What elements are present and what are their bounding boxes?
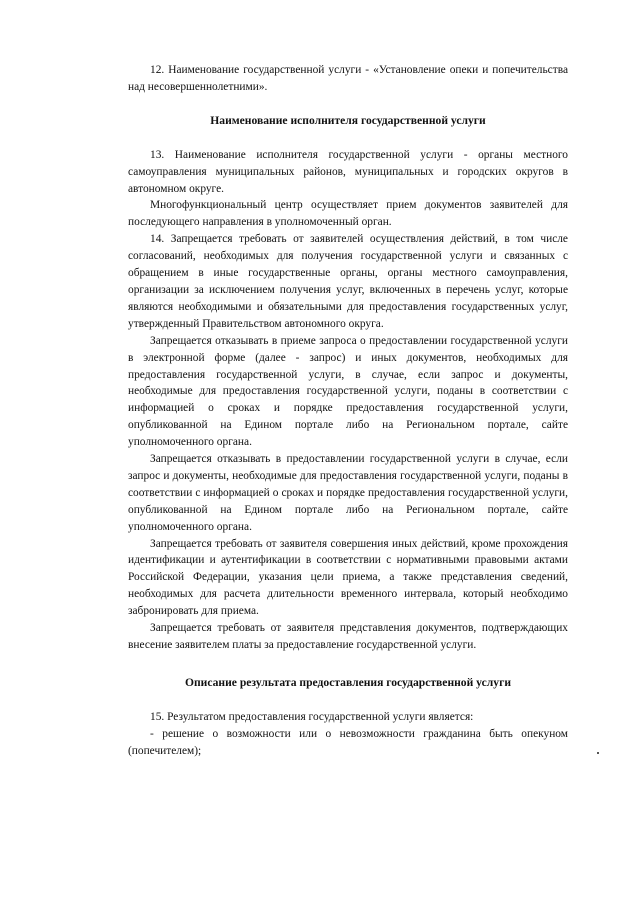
paragraph-13-mfc: Многофункциональный центр осуществляет прием документов заявителей для последующего направления в уполномоченный орган. bbox=[128, 199, 568, 229]
paragraph-14-refuse-provide: Запрещается отказывать в предоставлении государственной услуги в случае, если запрос и документы, необходимые для предоставления государственной услуги, поданы в соответствии с информацией о сроках и порядке предоставления государственной услуги, опубликованной на Едином портале либо на Региональном портале, сайте уполномоченного органа. bbox=[128, 453, 568, 533]
paragraph-14-other-actions: Запрещается требовать от заявителя совершения иных действий, кроме прохождения идентификации и аутентификации в соответствии с нормативными правовыми актами Российской Федерации, указания цели приема, а также представления сведений, необходимых для расчета длительности временного интервала, который необходимо забронировать для приема. bbox=[128, 537, 568, 618]
paragraph-12: 12. Наименование государственной услуги - «Установление опеки и попечительства над несовершеннолетними». bbox=[128, 64, 568, 93]
document-page bbox=[128, 62, 568, 760]
paragraph-13: 13. Наименование исполнителя государственной услуги - органы местного самоуправления муниципальных районов, муниципальных и городских округов в автономном округе. bbox=[128, 148, 568, 195]
paragraph-15-item-1: - решение о возможности или о невозможности гражданина быть опекуном (попечителем); bbox=[128, 727, 568, 757]
section-heading-result: Описание результата предоставления государственной услуги bbox=[184, 675, 512, 689]
paragraph-14-refuse-accept: Запрещается отказывать в приеме запроса о предоставлении государственной услуги в электронной форме (далее - запрос) и иных документов, необходимых для предоставления государственной услуги, в случае, если запрос и документы, необходимые для предоставления государственной услуги, поданы в соответствии с информацией о сроках и порядке предоставления государственной услуги, опубликованной на Едином портале либо на Региональном портале, сайте уполномоченного органа. bbox=[128, 334, 568, 449]
scan-speck bbox=[597, 752, 599, 754]
section-heading-executor: Наименование исполнителя государственной услуги bbox=[210, 113, 486, 127]
paragraph-14-fee-docs: Запрещается требовать от заявителя представления документов, подтверждающих внесение заявителем платы за предоставление государственной услуги. bbox=[128, 622, 568, 651]
paragraph-14: 14. Запрещается требовать от заявителей осуществления действий, в том числе согласований, необходимых для получения государственной услуги и связанных с обращением в иные государственные органы, органы местного самоуправления, организации за исключением получения услуг, включенных в перечень услуг, которые являются необходимыми и обязательными для предоставления государственных услуг, утвержденный Правительством автономного округа. bbox=[128, 233, 568, 330]
paragraph-15: 15. Результатом предоставления государственной услуги является: bbox=[150, 710, 474, 723]
